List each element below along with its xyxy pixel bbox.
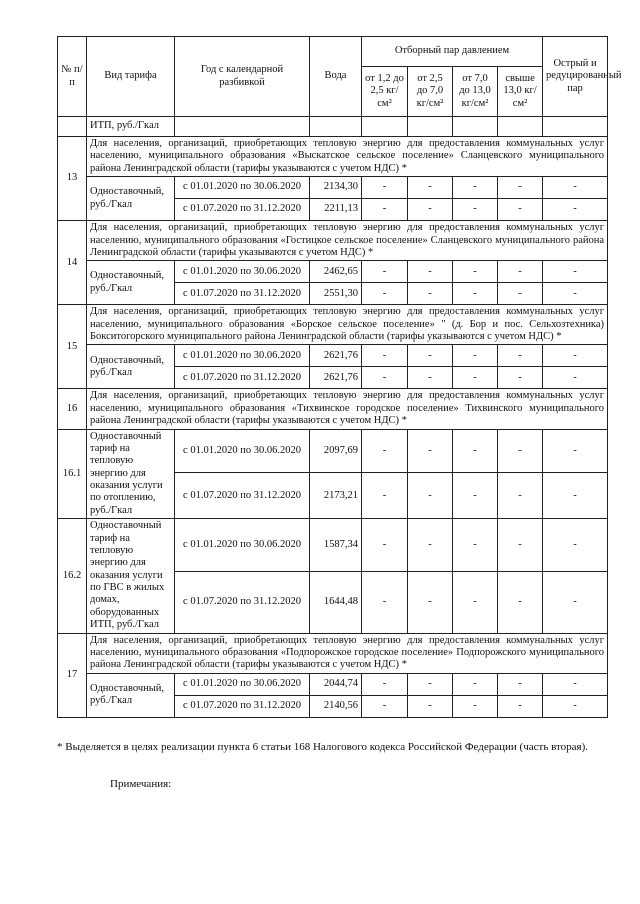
dash-cell: -	[408, 199, 453, 221]
dash-cell: -	[408, 473, 453, 519]
row-15-period-1: с 01.01.2020 по 30.06.2020	[175, 345, 310, 367]
dash-cell: -	[408, 695, 453, 717]
dash-cell: -	[543, 429, 608, 473]
dash-cell: -	[362, 473, 408, 519]
header-pressure-3: от 7,0 до 13,0 кг/см²	[453, 67, 498, 117]
header-water: Вода	[310, 37, 362, 117]
dash-cell: -	[453, 261, 498, 283]
dash-cell: -	[362, 695, 408, 717]
dash-cell: -	[498, 367, 543, 389]
row-17-desc: Для населения, организаций, приобретающих тепловую энергию для предоставления коммунальных услуг населению, муниципального образования «Подпорожское городское поселение» Подпорожского муниципального района Ленинградской области (тарифы указываются с учетом НДС) *	[87, 633, 608, 673]
row-16-1-period-1: с 01.01.2020 по 30.06.2020	[175, 429, 310, 473]
carry-over-label: ИТП, руб./Гкал	[87, 117, 175, 137]
dash-cell: -	[453, 572, 498, 633]
dash-cell: -	[543, 283, 608, 305]
dash-cell: -	[498, 345, 543, 367]
row-13-period-2: с 01.07.2020 по 31.12.2020	[175, 199, 310, 221]
row-17-period-1: с 01.01.2020 по 30.06.2020	[175, 673, 310, 695]
row-14-desc: Для населения, организаций, приобретающих тепловую энергию для предоставления коммунальных услуг населению, муниципального образования «Гостицкое сельское поселение» Сланцевского муниципального района Ленинградской области (тарифы указываются с учетом НДС) *	[87, 221, 608, 261]
dash-cell: -	[453, 283, 498, 305]
row-16-desc: Для населения, организаций, приобретающих тепловую энергию для предоставления коммунальных услуг населению, муниципального образования «Тихвинское городское поселение» Тихвинского муниципального района Ленинградской области (тарифы указываются с учетом НДС) *	[87, 389, 608, 429]
row-16-num: 16	[58, 389, 87, 429]
row-15-desc: Для населения, организаций, приобретающих тепловую энергию для предоставления коммунальных услуг населению, муниципального образования «Борское сельское поселение» " (д. Бор и пос. Сельхозтехника) Бокситогорского муниципального района Ленинградской области (тарифы указываются с учетом НДС) *	[87, 305, 608, 345]
dash-cell: -	[498, 572, 543, 633]
header-year: Год с календарной разбивкой	[175, 37, 310, 117]
dash-cell: -	[362, 367, 408, 389]
dash-cell: -	[543, 572, 608, 633]
dash-cell: -	[408, 177, 453, 199]
dash-cell: -	[453, 473, 498, 519]
dash-cell: -	[453, 673, 498, 695]
dash-cell: -	[498, 695, 543, 717]
header-sharp-steam: Острый и редуцированный пар	[543, 37, 608, 117]
row-16-2-period-1: с 01.01.2020 по 30.06.2020	[175, 519, 310, 572]
dash-cell: -	[543, 345, 608, 367]
dash-cell: -	[543, 367, 608, 389]
dash-cell: -	[362, 572, 408, 633]
dash-cell: -	[543, 261, 608, 283]
row-15-water-2: 2621,76	[310, 367, 362, 389]
row-17-period-2: с 01.07.2020 по 31.12.2020	[175, 695, 310, 717]
dash-cell: -	[543, 177, 608, 199]
dash-cell: -	[362, 429, 408, 473]
dash-cell: -	[408, 345, 453, 367]
dash-cell: -	[362, 673, 408, 695]
dash-cell: -	[543, 473, 608, 519]
row-16-1-tariff: Одноставочный тариф на тепловую энергию для оказания услуги по отоплению, руб./Гкал	[87, 429, 175, 519]
dash-cell: -	[453, 345, 498, 367]
dash-cell: -	[408, 283, 453, 305]
row-17-water-1: 2044,74	[310, 673, 362, 695]
dash-cell: -	[453, 199, 498, 221]
row-16-2-tariff: Одноставочный тариф на тепловую энергию для оказания услуги по ГВС в жилых домах, оборудованных ИТП, руб./Гкал	[87, 519, 175, 633]
header-num: № п/п	[58, 37, 87, 117]
dash-cell: -	[362, 283, 408, 305]
dash-cell: -	[362, 199, 408, 221]
dash-cell: -	[498, 177, 543, 199]
row-17-tariff: Одноставочный, руб./Гкал	[87, 673, 175, 717]
dash-cell: -	[362, 177, 408, 199]
dash-cell: -	[362, 519, 408, 572]
dash-cell: -	[543, 695, 608, 717]
dash-cell: -	[498, 261, 543, 283]
dash-cell: -	[498, 283, 543, 305]
row-13-desc: Для населения, организаций, приобретающих тепловую энергию для предоставления коммунальных услуг населению, муниципального образования «Выскатское сельское поселение» Сланцевского муниципального района Ленинградской области (тарифы указываются с учетом НДС) *	[87, 137, 608, 177]
row-14-tariff: Одноставочный, руб./Гкал	[87, 261, 175, 305]
row-13-period-1: с 01.01.2020 по 30.06.2020	[175, 177, 310, 199]
dash-cell: -	[453, 177, 498, 199]
dash-cell: -	[543, 673, 608, 695]
header-steam-group: Отборный пар давлением	[362, 37, 543, 67]
dash-cell: -	[362, 261, 408, 283]
notes-heading: Примечания:	[110, 778, 172, 790]
row-17-num: 17	[58, 633, 87, 717]
carry-over-water	[310, 117, 362, 137]
row-15-num: 15	[58, 305, 87, 389]
footnote: * Выделяется в целях реализации пункта 6 статьи 168 Налогового кодекса Российской Федерации (часть вторая).	[57, 741, 589, 753]
row-14-num: 14	[58, 221, 87, 305]
dash-cell: -	[408, 572, 453, 633]
tariff-table	[57, 36, 622, 718]
dash-cell: -	[498, 429, 543, 473]
row-13-water-1: 2134,30	[310, 177, 362, 199]
dash-cell: -	[453, 695, 498, 717]
dash-cell: -	[408, 673, 453, 695]
carry-over-period	[175, 117, 310, 137]
header-tariff-type: Вид тарифа	[87, 37, 175, 117]
row-14-period-1: с 01.01.2020 по 30.06.2020	[175, 261, 310, 283]
dash-cell: -	[408, 367, 453, 389]
row-13-num: 13	[58, 137, 87, 221]
header-pressure-4: свыше 13,0 кг/см²	[498, 67, 543, 117]
dash-cell: -	[543, 519, 608, 572]
row-16-2-water-1: 1587,34	[310, 519, 362, 572]
dash-cell: -	[453, 367, 498, 389]
row-15-water-1: 2621,76	[310, 345, 362, 367]
row-16-2-water-2: 1644,48	[310, 572, 362, 633]
dash-cell: -	[408, 429, 453, 473]
row-13-water-2: 2211,13	[310, 199, 362, 221]
row-14-water-1: 2462,65	[310, 261, 362, 283]
dash-cell: -	[498, 673, 543, 695]
dash-cell: -	[408, 519, 453, 572]
dash-cell: -	[543, 199, 608, 221]
row-15-tariff: Одноставочный, руб./Гкал	[87, 345, 175, 389]
dash-cell: -	[498, 473, 543, 519]
dash-cell: -	[498, 519, 543, 572]
row-16-1-water-2: 2173,21	[310, 473, 362, 519]
row-16-1-water-1: 2097,69	[310, 429, 362, 473]
dash-cell: -	[408, 261, 453, 283]
row-16-2-num: 16.2	[58, 519, 87, 633]
row-13-tariff: Одноставочный, руб./Гкал	[87, 177, 175, 221]
row-16-1-period-2: с 01.07.2020 по 31.12.2020	[175, 473, 310, 519]
row-16-1-num: 16.1	[58, 429, 87, 519]
dash-cell: -	[498, 199, 543, 221]
row-14-period-2: с 01.07.2020 по 31.12.2020	[175, 283, 310, 305]
header-pressure-2: от 2,5 до 7,0 кг/см²	[408, 67, 453, 117]
row-15-period-2: с 01.07.2020 по 31.12.2020	[175, 367, 310, 389]
row-17-water-2: 2140,56	[310, 695, 362, 717]
dash-cell: -	[362, 345, 408, 367]
dash-cell: -	[453, 519, 498, 572]
header-pressure-1: от 1,2 до 2,5 кг/см²	[362, 67, 408, 117]
row-14-water-2: 2551,30	[310, 283, 362, 305]
carry-over-num	[58, 117, 87, 137]
dash-cell: -	[453, 429, 498, 473]
row-16-2-period-2: с 01.07.2020 по 31.12.2020	[175, 572, 310, 633]
